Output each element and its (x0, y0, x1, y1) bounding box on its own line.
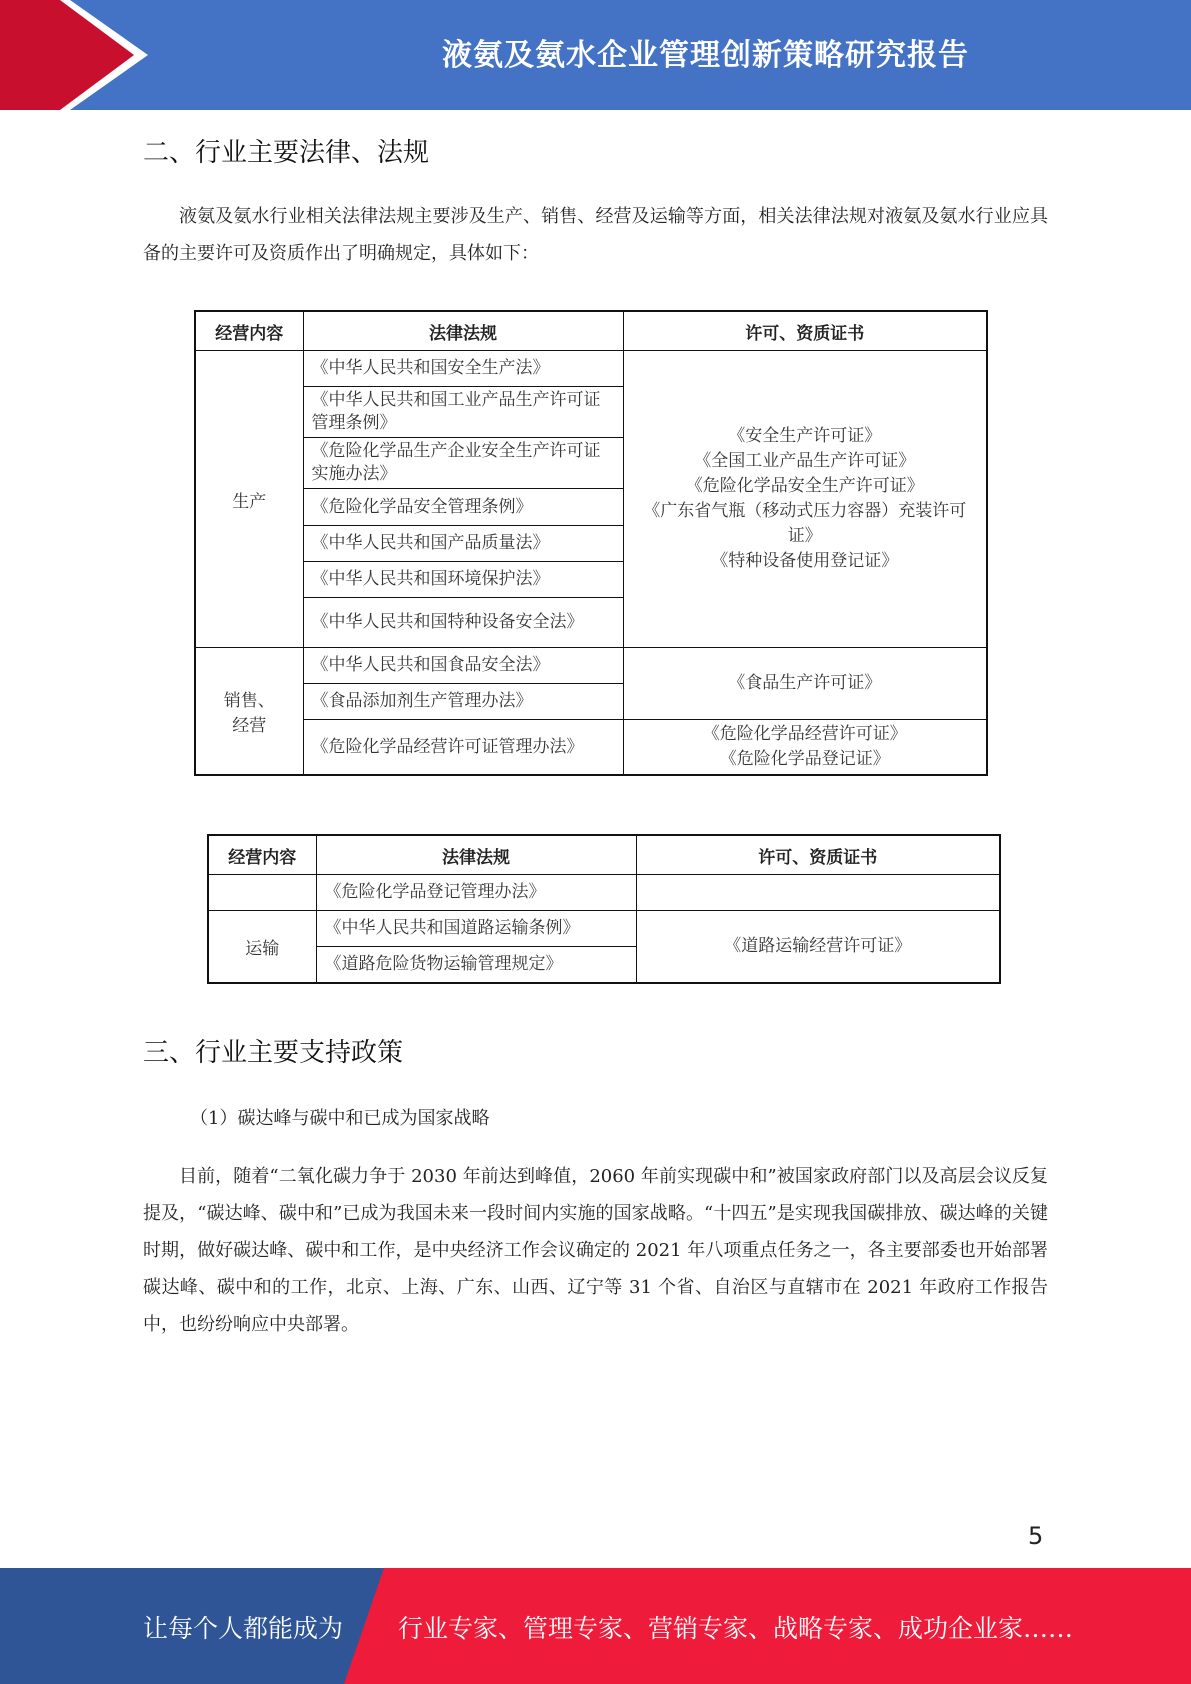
laws-table-1 (194, 310, 988, 776)
table-header-law: 法律法规 (303, 311, 623, 351)
report-title: 液氨及氨水企业管理创新策略研究报告 (442, 38, 969, 73)
license-item: 《广东省气瓶（移动式压力容器）充装许可证》 (643, 501, 967, 546)
section-heading-policy: 三、行业主要支持政策 (143, 1038, 404, 1068)
footer-banner (0, 1568, 1191, 1684)
law-cell: 《危险化学品经营许可证管理办法》 (303, 720, 623, 776)
laws-table-2 (207, 834, 1001, 984)
policy-subheading: （1）碳达峰与碳中和已成为国家战略 (190, 1108, 490, 1129)
table-header-category: 经营内容 (195, 311, 303, 351)
table-header-law: 法律法规 (316, 835, 636, 875)
category-sales-line1: 销售、 (223, 691, 275, 711)
law-cell: 《危险化学品登记管理办法》 (316, 875, 636, 911)
license-item: 《安全生产许可证》 (728, 426, 882, 446)
license-cell-food: 《食品生产许可证》 (623, 648, 987, 720)
section-intro-paragraph: 液氨及氨水行业相关法律法规主要涉及生产、销售、经营及运输等方面，相关法律法规对液氨及氨水行业应具备的主要许可及资质作出了明确规定，具体如下： (143, 206, 1048, 264)
law-cell: 《中华人民共和国道路运输条例》 (316, 911, 636, 947)
license-item: 《全国工业产品生产许可证》 (694, 451, 916, 471)
license-item: 《危险化学品经营许可证》 (702, 724, 907, 744)
table-row (195, 720, 987, 776)
footer-slogan-left: 让每个人都能成为 (143, 1614, 344, 1643)
license-cell-empty (636, 875, 1000, 911)
page-number: 5 (1028, 1522, 1044, 1550)
table-header-row (208, 835, 1000, 875)
law-cell: 《中华人民共和国特种设备安全法》 (303, 598, 623, 648)
law-cell: 《中华人民共和国食品安全法》 (303, 648, 623, 684)
law-cell: 《中华人民共和国产品质量法》 (303, 526, 623, 562)
category-sales (195, 648, 303, 776)
law-cell: 《危险化学品生产企业安全生产许可证实施办法》 (303, 438, 623, 489)
category-sales-line2: 经营 (232, 716, 267, 736)
license-cell-hazard (623, 720, 987, 776)
table-row (195, 351, 987, 387)
table-row (208, 875, 1000, 911)
category-transport: 运输 (208, 911, 316, 983)
table-header-category: 经营内容 (208, 835, 316, 875)
category-empty (208, 875, 316, 911)
license-item: 《特种设备使用登记证》 (711, 551, 899, 571)
policy-body-paragraph: 目前，随着“二氧化碳力争于 2030 年前达到峰值，2060 年前实现碳中和”被国家政府部门以及高层会议反复提及，“碳达峰、碳中和”已成为我国未来一段时间内实施的国家战略。“十四五”是实现我国碳排放、碳达峰的关键时期，做好碳达峰、碳中和工作，是中央经济工作会议确定的 2021 年八项重点任务之一，各主要部委也开始部署碳达峰、碳中和的工作，北京、上海、广东、山西、辽宁等 31 个省、自治区与直辖市在 2021 年政府工作报告中，也纷纷响应中央部署。 (143, 1166, 1048, 1335)
license-item: 《危险化学品安全生产许可证》 (685, 476, 924, 496)
table-header-license: 许可、资质证书 (623, 311, 987, 351)
license-item: 《危险化学品登记证》 (719, 749, 890, 769)
law-cell: 《食品添加剂生产管理办法》 (303, 684, 623, 720)
law-cell: 《中华人民共和国工业产品生产许可证管理条例》 (303, 387, 623, 438)
law-cell: 《道路危险货物运输管理规定》 (316, 947, 636, 983)
table-header-row (195, 311, 987, 351)
law-cell: 《危险化学品安全管理条例》 (303, 489, 623, 526)
license-cell-transport: 《道路运输经营许可证》 (636, 911, 1000, 983)
table-header-license: 许可、资质证书 (636, 835, 1000, 875)
header-banner (0, 0, 1191, 110)
table-row (195, 648, 987, 684)
law-cell: 《中华人民共和国环境保护法》 (303, 562, 623, 598)
law-cell: 《中华人民共和国安全生产法》 (303, 351, 623, 387)
category-production: 生产 (195, 351, 303, 648)
footer-slogan-right: 行业专家、管理专家、营销专家、战略专家、成功企业家…… (398, 1614, 1074, 1643)
section-heading-laws: 二、行业主要法律、法规 (143, 138, 430, 168)
license-cell-production (623, 351, 987, 648)
table-row (208, 911, 1000, 947)
